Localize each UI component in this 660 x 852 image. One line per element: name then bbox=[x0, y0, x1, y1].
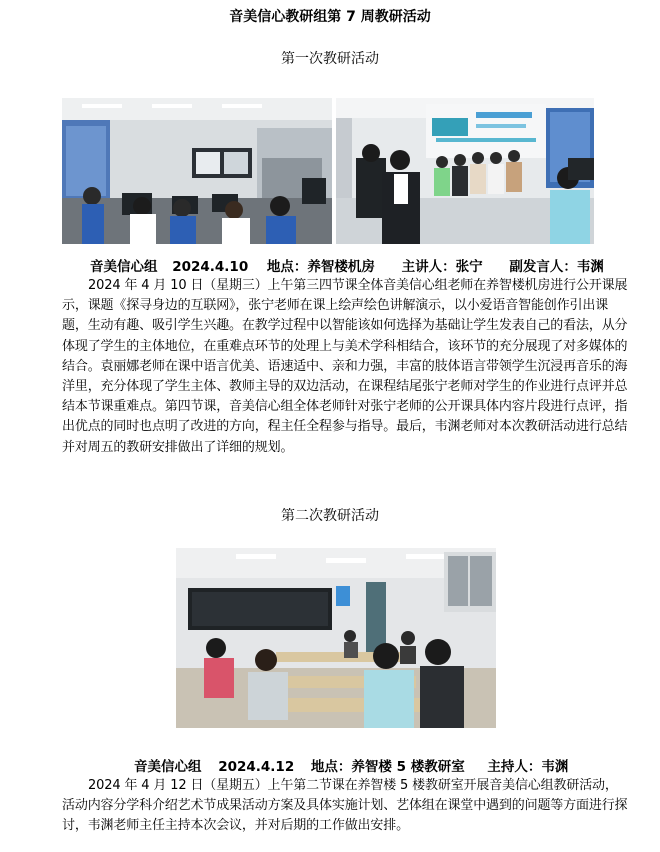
session-1-location: 地点：养智楼机房 bbox=[266, 259, 375, 275]
session-2-body: 2024 年 4 月 12 日（星期五）上午第二节课在养智楼 5 楼教研室开展音美信心组教研活动，活动内容分学科介绍艺术节成果活动方案及具体实施计划、艺体组在课堂中遇到的问题等方面进行探讨，韦渊老师主任主持本次会议，并对后期的工作做出安排。 bbox=[62, 778, 628, 834]
computer-lab-photo bbox=[62, 98, 332, 244]
session-2-host: 主持人：韦渊 bbox=[487, 759, 569, 775]
session-1-heading: 第一次教研活动 bbox=[281, 51, 379, 67]
session-2-group: 音美信心组 bbox=[134, 759, 202, 775]
document-title: 音美信心教研组第 7 周教研活动 bbox=[229, 9, 431, 25]
session-1-group: 音美信心组 bbox=[90, 259, 158, 275]
research-room-photo bbox=[176, 548, 496, 728]
research-room-photo-illustration bbox=[176, 548, 496, 728]
teachers-observing-photo bbox=[336, 98, 594, 244]
session-2-heading: 第二次教研活动 bbox=[281, 508, 379, 524]
session-2-location: 地点：养智楼 5 楼教研室 bbox=[310, 759, 465, 775]
session-1-speaker: 主讲人：张宁 bbox=[401, 259, 483, 275]
session-1-date: 2024.4.10 bbox=[172, 259, 249, 275]
session-1-meta bbox=[90, 258, 604, 276]
computer-lab-photo-illustration bbox=[62, 98, 332, 244]
session-1-body: 2024 年 4 月 10 日（星期三）上午第三四节课全体音美信心组老师在养智楼机房进行公开课展示，课题《探寻身边的互联网》，张宁老师在课上绘声绘色讲解演示，以小爱语音智能创作引出课题，生动有趣、吸引学生兴趣。在教学过程中以智能该如何选择为基础让学生发表自己的看法，从分体现了学生的主体地位，在重难点环节的处理上与美术学科相结合，该环节的充分展现了对多媒体的结合。袁丽娜老师在课中语言优美、语速适中、亲和力强，丰富的肢体语言带领学生沉浸再音乐的海洋里，充分体现了学生主体、教师主导的双边活动，在课程结尾张宁老师对学生的作业进行点评并总结本节课重难点。第四节课，音美信心组全体老师针对张宁老师的公开课具体内容片段进行点评，指出优点的同时也点明了改进的方向，程主任全程参与指导。最后，韦渊老师对本次教研活动进行总结并对周五的教研安排做出了详细的规划。 bbox=[62, 278, 628, 455]
teachers-observing-photo-illustration bbox=[336, 98, 594, 244]
session-2-date: 2024.4.12 bbox=[218, 759, 295, 775]
session-2-meta bbox=[134, 758, 568, 776]
session-1-second-speaker: 副发言人：韦渊 bbox=[509, 259, 604, 275]
